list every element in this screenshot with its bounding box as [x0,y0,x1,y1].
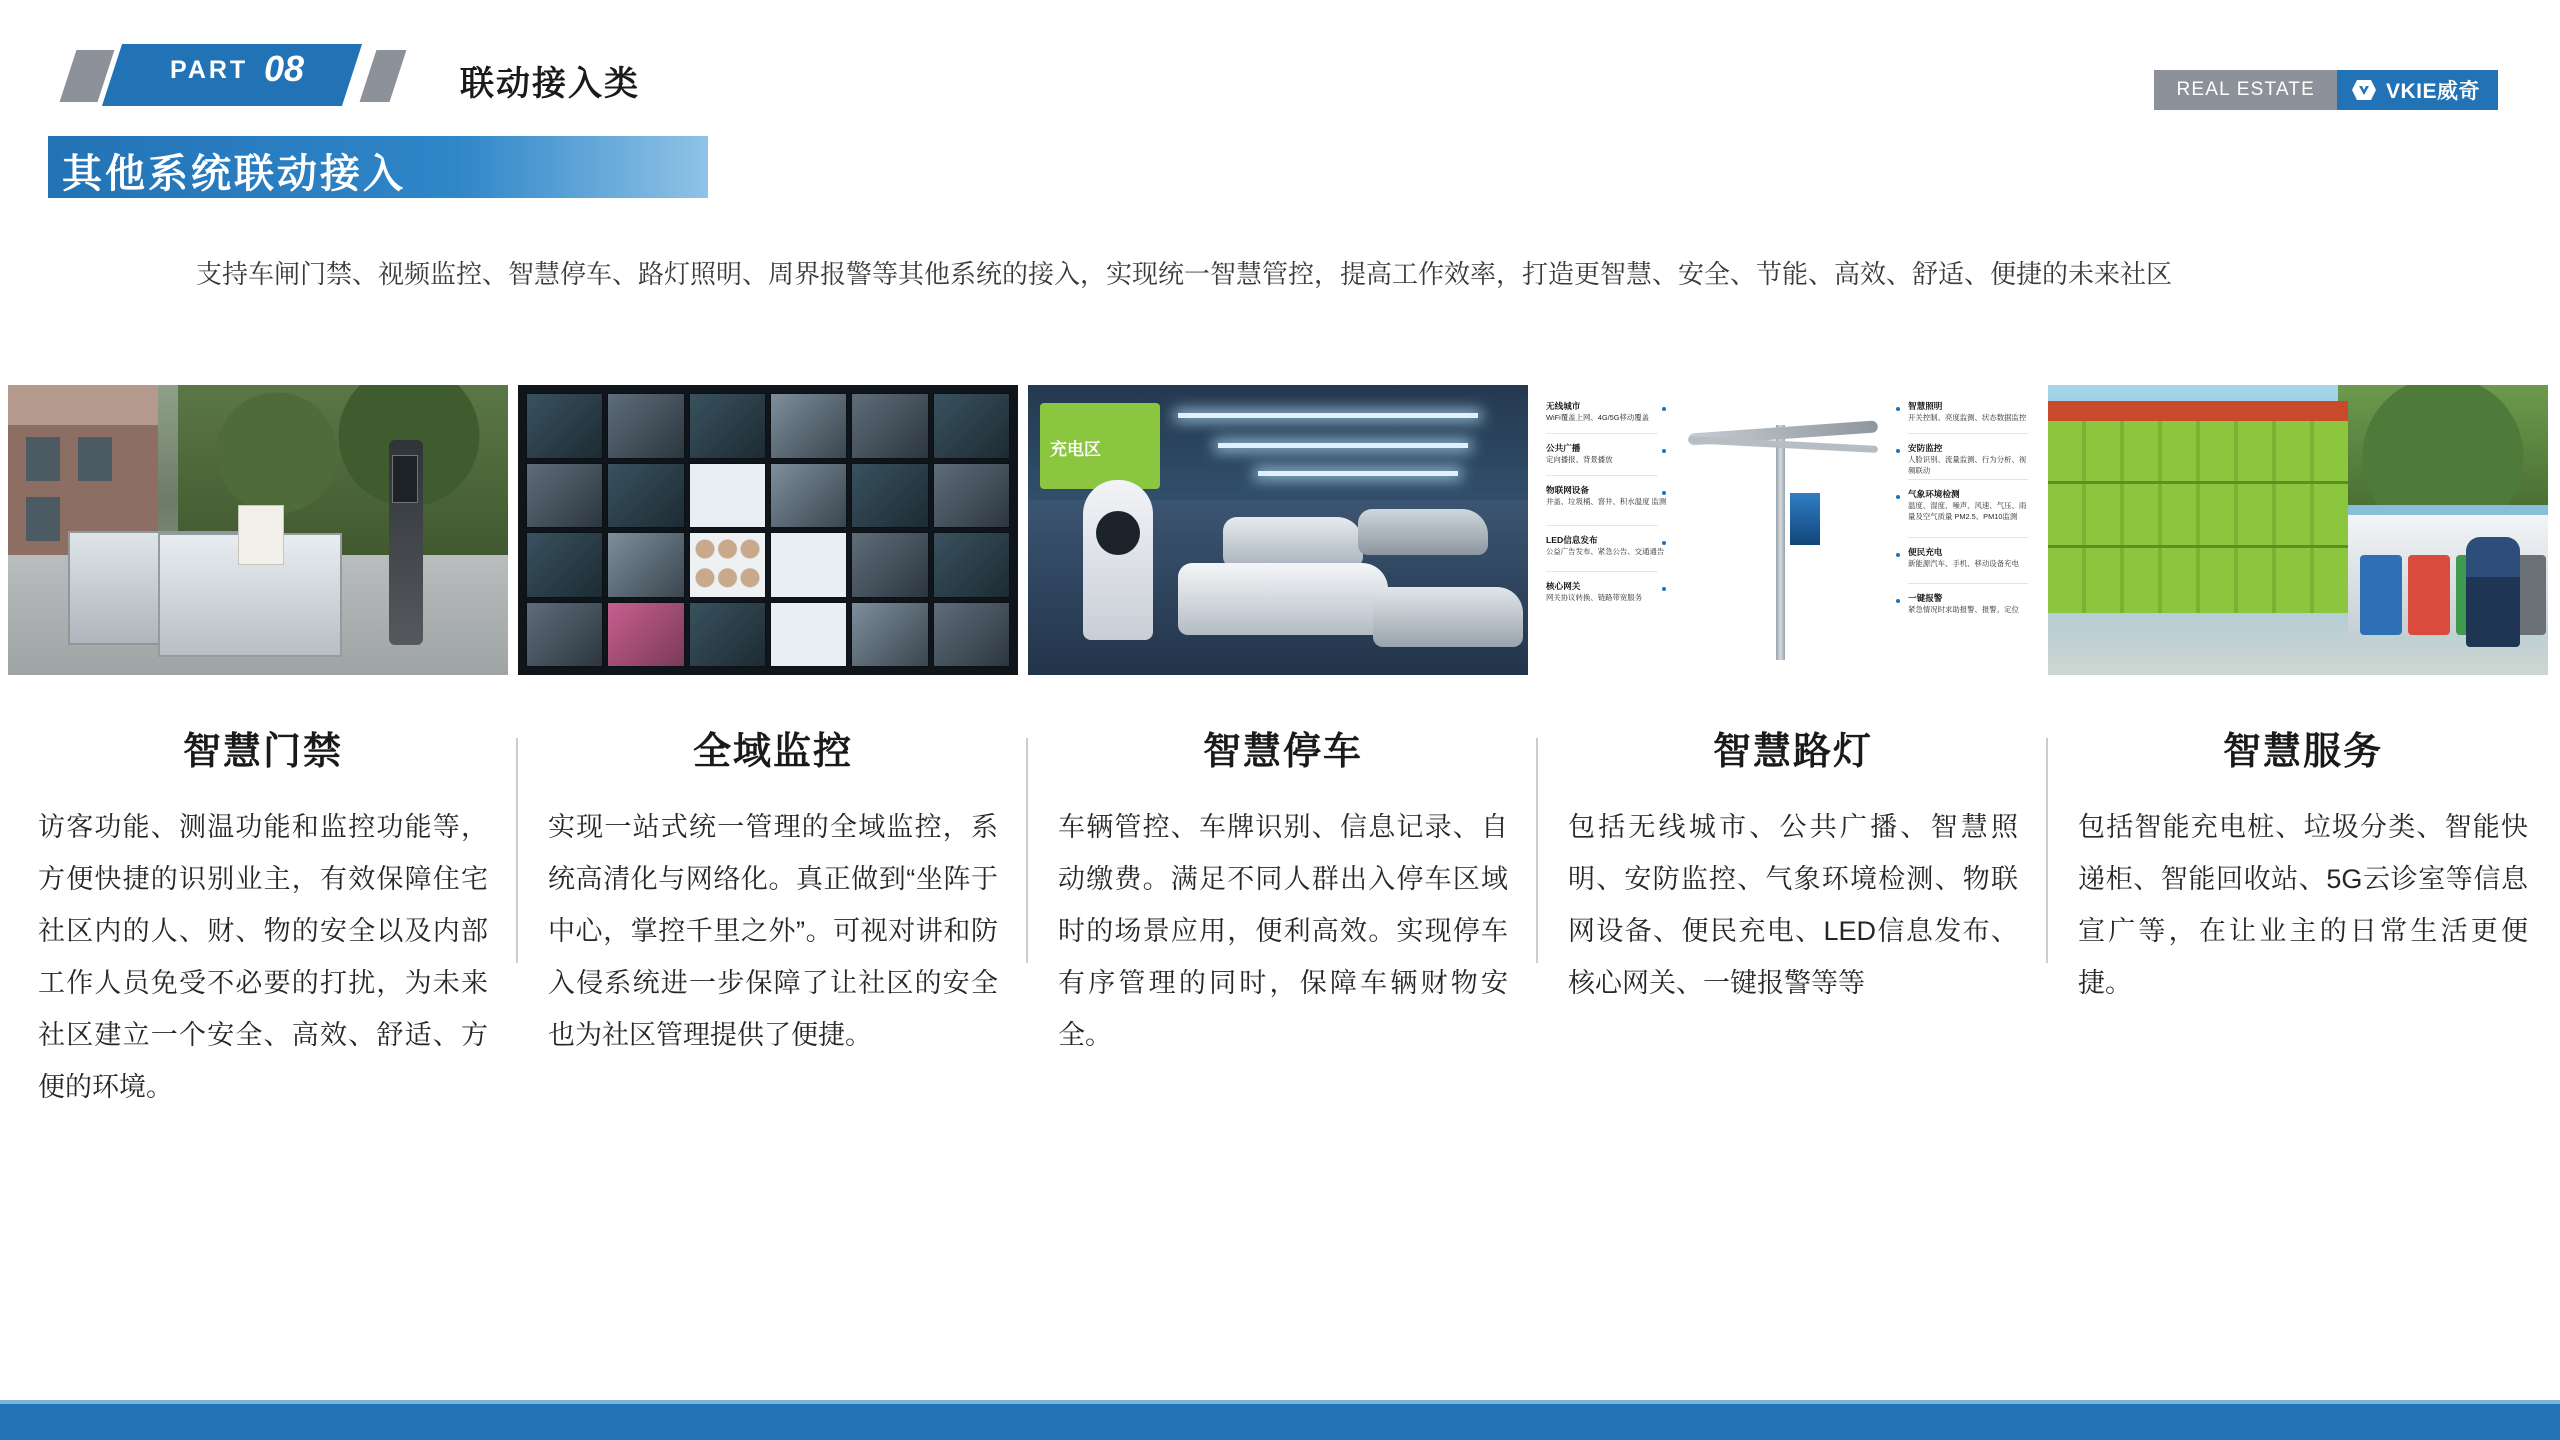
lamp-label-left-2: 物联网设备 井盖、垃圾桶、窨井、积水温度 监测 [1546,485,1667,506]
photo-smart-parking-garage [1028,385,1528,675]
monitor-cell [526,393,603,459]
charging-banner-label: 充电区 [1050,440,1101,459]
monitor-cell [851,463,928,529]
parked-car [1223,517,1363,567]
monitor-cell [526,532,603,598]
feature-card-smart-parking [1028,720,1538,1320]
lamp-label-left-4: 核心网关 网关协议转换、链路带宽服务 [1546,581,1643,602]
part-tag-right-slab [360,50,407,102]
intro-paragraph: 支持车闸门禁、视频监控、智慧停车、路灯照明、周界报警等其他系统的接入，实现统一智慧管控，提高工作效率，打造更智慧、安全、节能、高效、舒适、便捷的未来社区 [196,259,2173,289]
locker-row-divider [2048,545,2348,548]
connector-dot [1896,407,1900,411]
footer-bar [0,1404,2560,1440]
monitor-cell [851,393,928,459]
monitor-cell [770,532,847,598]
ev-charging-pile [1083,480,1153,640]
brand-tagline: REAL ESTATE [2154,70,2337,110]
connector-dot [1662,587,1666,591]
lamp-label-divider [1546,571,1658,572]
monitor-cell [607,532,684,598]
building-top [8,385,158,425]
monitor-cell [933,393,1010,459]
part-tag [68,44,398,106]
monitor-cell [770,602,847,668]
card-title: 智慧门禁 [182,731,343,773]
monitor-cell [526,463,603,529]
lamp-label-divider [1546,433,1658,434]
monitor-cell [770,393,847,459]
person-figure [2466,537,2520,647]
lamp-label-divider [1908,479,2028,480]
monitor-cell [851,602,928,668]
parked-car [1178,563,1388,635]
feature-card-smart-streetlight [1538,720,2048,1320]
monitor-cell [607,463,684,529]
lamp-label-left-0: 无线城市 WiFi覆盖上网、4G/5G移动覆盖 [1546,401,1650,422]
ceiling-light [1218,443,1468,448]
ceiling-light [1178,413,1478,418]
monitor-cell [607,393,684,459]
feature-card-smart-access [8,720,518,1320]
brand-logo-block [2337,70,2498,110]
monitor-cell [770,463,847,529]
card-title: 全域监控 [692,731,853,773]
feature-card-row [8,720,2560,1320]
card-body: 访客功能、测温功能和监控功能等，方便快捷的识别业主，有效保障住宅社区内的人、财、物的安全以及内部工作人员免受不必要的打扰，为未来社区建立一个安全、高效、舒适、方便的环境。 [38,812,488,1102]
tree-backdrop [178,385,508,555]
connector-dot [1896,495,1900,499]
window [26,437,60,481]
card-body: 实现一站式统一管理的全域监控，系统高清化与网络化。真正做到“坐阵于中心，掌控千里之外”。可视对讲和防入侵系统进一步保障了让社区的安全也为社区管理提供了便捷。 [548,812,998,1050]
card-body: 车辆管控、车牌识别、信息记录、自动缴费。满足不同人群出入停车区域时的场景应用，便利高效。实现停车有序管理的同时，保障车辆财物安全。 [1058,812,1508,1050]
lamp-label-right-4: 一键报警 紧急情况时求助报警、报警、定位 [1908,593,2019,614]
connector-dot [1662,541,1666,545]
tree-backdrop [2338,385,2548,505]
card-body: 包括无线城市、公共广播、智慧照明、安防监控、气象环境检测、物联网设备、便民充电、LED信息发布、核心网关、一键报警等等 [1568,812,2018,998]
lamp-label-right-3: 便民充电 新能源汽车、手机、移动设备充电 [1908,547,2019,568]
lamp-label-divider [1908,433,2028,434]
face-recognition-screen [392,455,418,503]
feature-card-smart-services [2048,720,2558,1320]
header-category: 联动接入类 [460,65,640,103]
connector-dot [1662,407,1666,411]
brand-name: VKIE威奇 [2385,80,2480,103]
lamp-label-right-0: 智慧照明 开关控制、亮度监测、状态数据监控 [1908,401,2027,422]
locker-signboard [2048,401,2348,421]
photo-smart-access-gate [8,385,508,675]
monitor-cell [933,602,1010,668]
window [26,497,60,541]
monitor-grid [526,393,1010,667]
connector-dot [1896,449,1900,453]
photo-smart-services-lockers [2048,385,2548,675]
lamp-label-left-1: 公共广播 定向播报、背景播放 [1546,443,1613,464]
notice-sign [238,505,284,565]
monitor-cell [689,463,766,529]
card-title: 智慧路灯 [1712,731,1873,773]
parked-car [1358,509,1488,555]
photo-strip [8,385,2560,675]
part-number: 08 [264,48,305,89]
monitor-cell [607,602,684,668]
lamp-label-left-3: LED信息发布 公益广告发布、紧急公告、交通通告 [1546,535,1665,556]
connector-dot [1896,599,1900,603]
part-label: PART [170,56,249,84]
parked-car [1373,587,1523,647]
hexagon-v-logo-icon [2351,79,2377,101]
monitor-cell [689,393,766,459]
ev-charger-screen [1096,511,1140,555]
monitor-cell [526,602,603,668]
monitor-cell [933,532,1010,598]
photo-smart-streetlight-diagram [1538,385,2038,675]
recycling-bin-red [2408,555,2450,635]
monitor-cell-faces [689,532,766,598]
monitor-cell [851,532,928,598]
lamp-label-divider [1908,537,2028,538]
connector-dot [1662,449,1666,453]
photo-video-wall-monitoring [518,385,1018,675]
window [78,437,112,481]
connector-dot [1662,491,1666,495]
brand-block [2154,70,2498,110]
ceiling-light [1258,471,1458,476]
locker-row-divider [2048,481,2348,484]
lamp-label-right-2: 气象环境检测 温度、湿度、噪声、风速、气压、雨量及空气质量 PM2.5、PM10监测 [1908,489,2027,521]
card-title: 智慧服务 [2222,731,2383,773]
monitor-cell [689,602,766,668]
lamp-led-panel [1790,493,1820,545]
lamp-pole [1776,425,1785,660]
lamp-label-divider [1908,583,2028,584]
parcel-locker-bank [2048,413,2348,613]
recycling-bin-blue [2360,555,2402,635]
lamp-label-divider [1546,525,1658,526]
lamp-label-divider [1546,475,1658,476]
card-title: 智慧停车 [1202,731,1363,773]
page-title: 其他系统联动接入 [62,152,406,196]
feature-card-full-monitoring [518,720,1028,1320]
lamp-label-right-1: 安防监控 人脸识别、流量监测、行为分析、视频联动 [1908,443,2027,475]
connector-dot [1896,553,1900,557]
card-body: 包括智能充电桩、垃圾分类、智能快递柜、智能回收站、5G云诊室等信息宣广等，在让业主的日常生活更便捷。 [2078,812,2528,998]
monitor-cell [933,463,1010,529]
